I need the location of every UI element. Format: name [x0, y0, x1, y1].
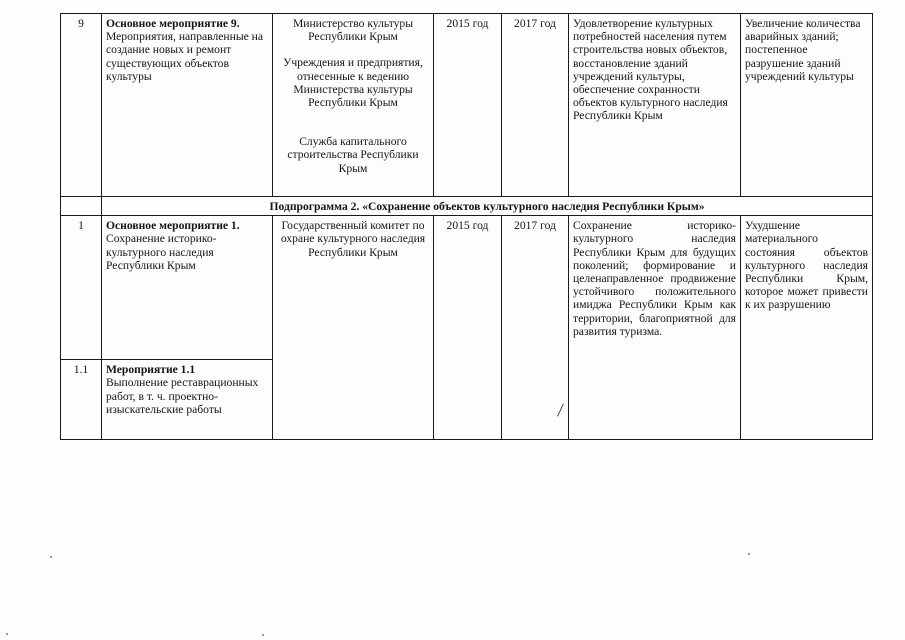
row-number-text: 9 — [78, 17, 84, 30]
scan-speck — [262, 634, 264, 636]
program-events-table — [60, 13, 873, 440]
table-row — [61, 14, 873, 197]
event-title: Основное мероприятие 1. — [106, 219, 240, 233]
org-state-committee: Государственный комитет по охране культурного наследия Республики Крым — [280, 219, 426, 259]
event-title: Мероприятие 1.1 — [106, 363, 196, 377]
scan-speck — [50, 556, 52, 558]
consequences-text: Ухудшение материального состояния объектов культурного наследия Республики Крым, которое может привести к их разрушению — [745, 219, 868, 312]
expected-result-text: Сохранение историко-культурного наследия Республики Крым для будущих поколений; формирование и целенаправленное продвижение устойчивого положительного имиджа Республики Крым как территории, благоприятной для развития туризма. — [573, 219, 736, 338]
consequences — [741, 14, 873, 197]
expected-result-text: Удовлетворение культурных потребностей населения путем строительства новых объектов, восстановление зданий учреждений культуры, обеспечение сохранности объектов культурного наследия Республики Крым — [573, 17, 728, 123]
row-number — [61, 360, 102, 440]
expected-result — [569, 14, 741, 197]
end-year — [502, 14, 569, 197]
org-construction-service: Служба капитального строительства Республики Крым — [287, 135, 419, 175]
org-institutions: Учреждения и предприятия, отнесенные к ведению Министерства культуры Республики Крым — [283, 56, 423, 110]
org-ministry: Министерство культуры Республики Крым — [292, 17, 414, 44]
responsible-org-cell — [273, 216, 434, 440]
row-number-text: 1 — [78, 219, 84, 233]
scan-speck — [748, 553, 750, 555]
event-cell — [102, 14, 273, 197]
expected-result — [569, 216, 741, 440]
subprogram-title — [102, 197, 873, 216]
responsible-org-cell — [273, 14, 434, 197]
end-year — [502, 216, 569, 440]
event-description: Выполнение реставрационных работ, в т. ч. проектно-изыскательские работы — [106, 376, 259, 416]
end-year-text: 2017 год — [514, 17, 556, 30]
event-description: Сохранение историко-культурного наследия Республики Крым — [106, 232, 217, 272]
subprogram-num-cell — [61, 197, 102, 216]
row-number — [61, 14, 102, 197]
row-number-text: 1.1 — [73, 363, 89, 377]
end-year-text: 2017 год — [514, 219, 556, 233]
event-cell — [102, 360, 273, 440]
start-year-text: 2015 год — [446, 219, 489, 233]
start-year — [434, 216, 502, 440]
table-row — [61, 216, 873, 360]
page-top-edge — [60, 0, 872, 14]
event-title: Основное мероприятие 9. — [106, 17, 240, 30]
event-description: Мероприятия, направленные на создание новых и ремонт существующих объектов культуры — [106, 30, 264, 83]
consequences — [741, 216, 873, 440]
consequences-text: Увеличение количества аварийных зданий; постепенное разрушение зданий учреждений культуры — [745, 17, 861, 83]
start-year-text: 2015 год — [446, 17, 489, 30]
event-cell — [102, 216, 273, 360]
start-year — [434, 14, 502, 197]
subprogram-title-text: Подпрограмма 2. «Сохранение объектов культурного наследия Республики Крым» — [269, 200, 705, 213]
scan-speck — [6, 633, 8, 635]
subprogram-header-row — [61, 197, 873, 216]
row-number — [61, 216, 102, 360]
